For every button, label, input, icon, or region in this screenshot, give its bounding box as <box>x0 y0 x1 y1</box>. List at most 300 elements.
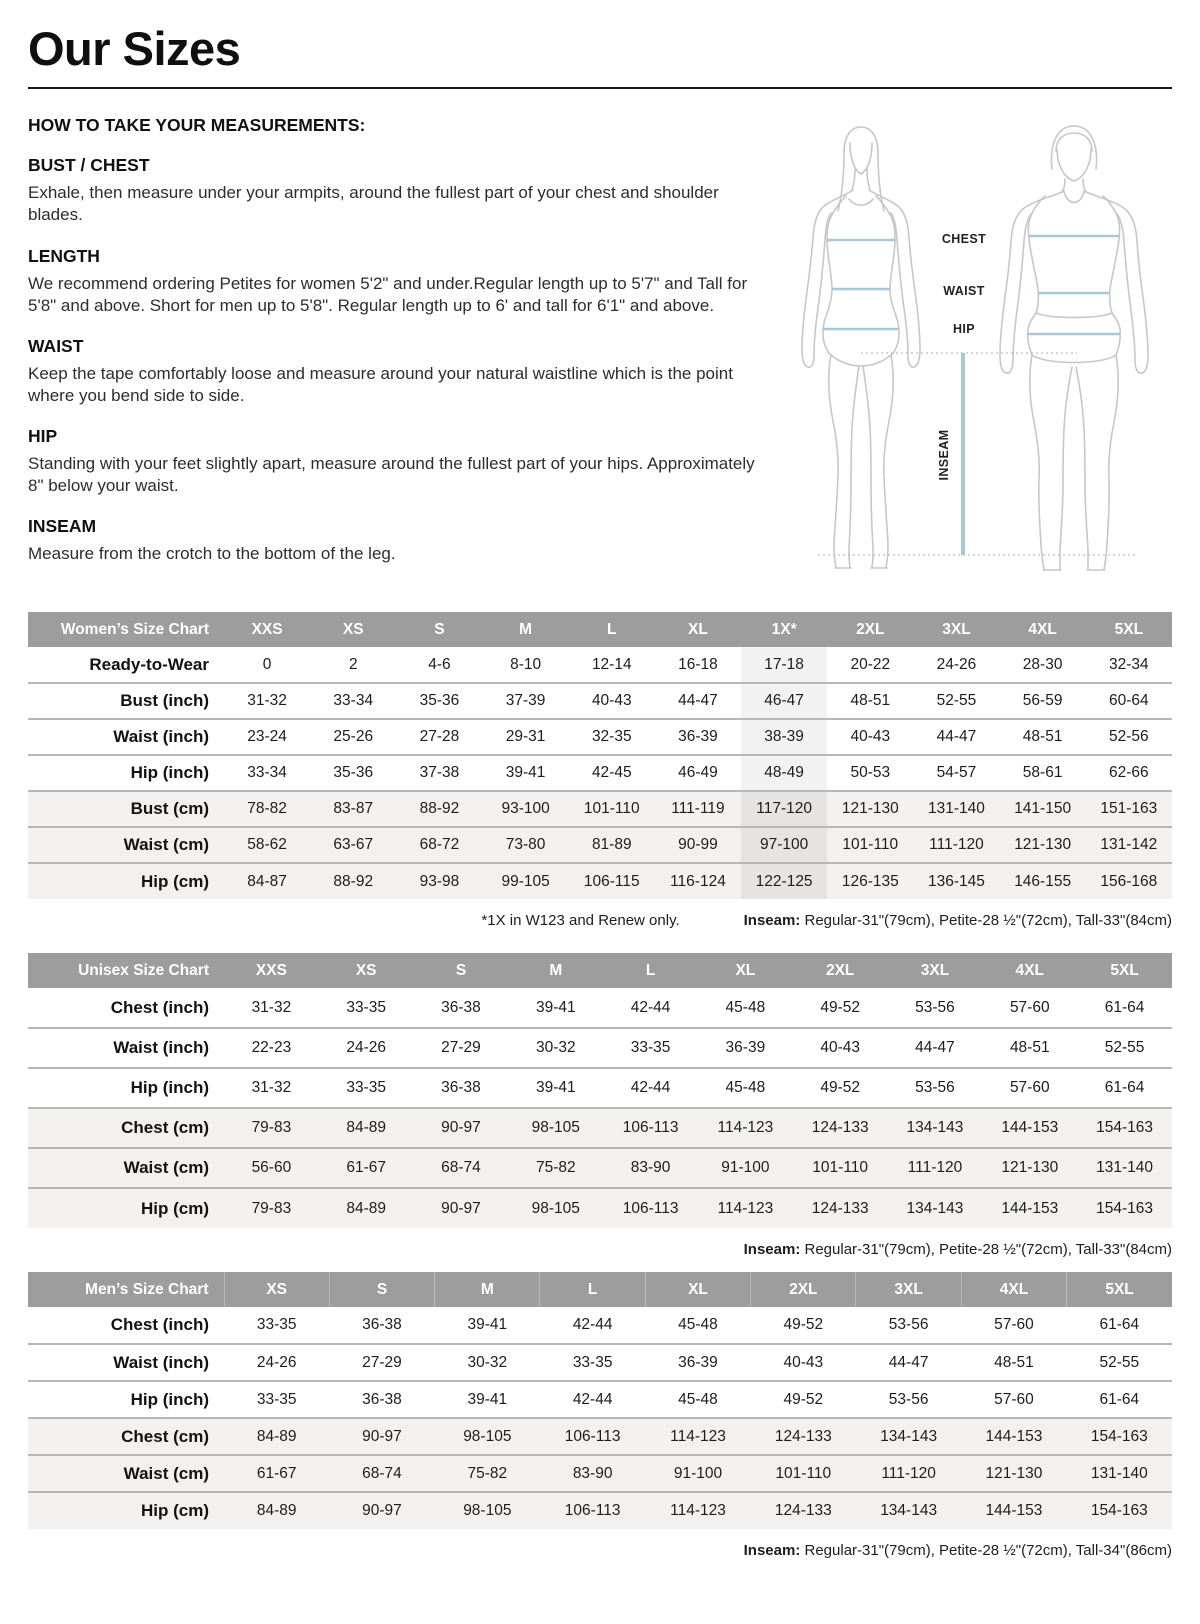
size-value-cell: 68-72 <box>419 836 460 854</box>
section-title-length: LENGTH <box>28 245 100 266</box>
size-column-header-xxs: XXS <box>224 612 310 647</box>
size-value-cell: 90-97 <box>441 1119 481 1137</box>
size-column-header-s: S <box>414 953 509 988</box>
size-value-cell: 52-55 <box>1104 1039 1145 1057</box>
size-value-cell: 42-44 <box>572 1390 613 1408</box>
size-column-header-xs: XS <box>224 1272 329 1307</box>
size-value-cell: 61-64 <box>1104 1079 1145 1097</box>
size-value-cell: 53-56 <box>915 998 955 1016</box>
size-value-cell: 36-39 <box>678 1353 718 1371</box>
size-value-cell: 111-120 <box>929 836 984 854</box>
table-row <box>28 1307 1172 1344</box>
unisex-size-chart <box>28 953 1172 1228</box>
size-value-cell: 124-133 <box>811 1119 869 1137</box>
size-value-cell: 111-120 <box>907 1159 963 1177</box>
size-value-cell: 53-56 <box>915 1079 955 1097</box>
womens-size-chart <box>28 612 1172 899</box>
size-value-cell: 40-43 <box>850 728 891 746</box>
size-value-cell: 23-24 <box>247 728 287 746</box>
size-value-cell: 27-28 <box>419 728 460 746</box>
title-divider <box>28 87 1172 89</box>
section-title-inseam: INSEAM <box>28 516 97 537</box>
row-label: Hip (inch) <box>130 1078 209 1098</box>
table-title: Unisex Size Chart <box>28 953 224 988</box>
row-label: Waist (cm) <box>123 1158 209 1178</box>
size-value-cell: 114-123 <box>670 1502 726 1520</box>
table-row <box>28 755 1172 791</box>
size-value-cell: 60-64 <box>1109 692 1149 710</box>
row-label: Waist (cm) <box>123 835 209 855</box>
size-value-cell: 49-52 <box>820 1079 860 1097</box>
size-value-cell: 156-168 <box>1100 872 1158 890</box>
size-value-cell: 40-43 <box>820 1039 860 1057</box>
section-body-waist: Keep the tape comfortably loose and measure around your natural waistline which is the point where you bend side to side. <box>28 363 733 405</box>
size-value-cell: 63-67 <box>333 836 374 854</box>
size-value-cell: 62-66 <box>1109 764 1149 782</box>
size-value-cell: 83-90 <box>572 1464 613 1482</box>
size-value-cell: 42-45 <box>591 764 632 782</box>
size-value-cell: 48-51 <box>1009 1039 1050 1057</box>
size-value-cell: 122-125 <box>741 863 827 899</box>
size-column-header-xs: XS <box>310 612 396 647</box>
size-value-cell: 134-143 <box>880 1427 938 1445</box>
row-label: Waist (inch) <box>113 727 209 747</box>
row-label: Waist (inch) <box>113 1352 209 1372</box>
size-value-cell: 45-48 <box>725 998 766 1016</box>
size-column-header-2xl: 2XL <box>827 612 913 647</box>
size-value-cell: 84-89 <box>256 1427 297 1445</box>
size-column-header-1x: 1X* <box>741 612 827 647</box>
section-body-hip: Standing with your feet slightly apart, measure around the fullest part of your hips. Approximately 8" below your waist. <box>28 453 755 495</box>
size-value-cell: 31-32 <box>251 998 292 1016</box>
size-value-cell: 44-47 <box>678 692 718 710</box>
size-value-cell: 144-153 <box>1001 1119 1059 1137</box>
size-value-cell: 98-105 <box>463 1427 512 1445</box>
size-value-cell: 46-49 <box>678 764 718 782</box>
size-column-header-m: M <box>435 1272 540 1307</box>
size-value-cell: 84-89 <box>346 1119 387 1137</box>
size-value-cell: 75-82 <box>467 1464 508 1482</box>
size-value-cell: 48-49 <box>741 755 827 791</box>
row-label: Waist (inch) <box>113 1038 209 1058</box>
size-value-cell: 25-26 <box>333 728 374 746</box>
size-column-header-xs: XS <box>319 953 414 988</box>
size-value-cell: 116-124 <box>670 872 726 890</box>
row-label: Hip (cm) <box>141 871 209 891</box>
row-label: Hip (inch) <box>130 763 209 783</box>
size-value-cell: 48-51 <box>994 1353 1034 1371</box>
size-value-cell: 20-22 <box>850 655 891 673</box>
table-row <box>28 683 1172 719</box>
size-column-header-4xl: 4XL <box>961 1272 1066 1307</box>
size-value-cell: 101-110 <box>842 836 899 854</box>
size-value-cell: 32-34 <box>1109 655 1149 673</box>
size-value-cell: 126-135 <box>841 872 899 890</box>
size-value-cell: 49-52 <box>820 998 860 1016</box>
size-value-cell: 39-41 <box>535 1079 576 1097</box>
size-value-cell: 91-100 <box>673 1464 723 1482</box>
row-label: Hip (cm) <box>141 1501 209 1521</box>
size-value-cell: 35-36 <box>333 764 374 782</box>
size-value-cell: 90-97 <box>441 1199 481 1217</box>
size-value-cell: 56-60 <box>251 1159 292 1177</box>
page-title: Our Sizes <box>28 22 241 75</box>
size-value-cell: 28-30 <box>1022 655 1063 673</box>
section-body-bust-chest: Exhale, then measure under your armpits, around the fullest part of your chest and shoulder blades. <box>28 183 719 225</box>
size-column-header-4xl: 4XL <box>1000 612 1086 647</box>
chest-label: CHEST <box>941 232 987 247</box>
size-value-cell: 124-133 <box>774 1502 832 1520</box>
section-title-waist: WAIST <box>28 335 84 356</box>
size-value-cell: 0 <box>262 655 272 673</box>
size-value-cell: 111-119 <box>671 800 725 818</box>
size-value-cell: 83-90 <box>630 1159 671 1177</box>
size-value-cell: 57-60 <box>1009 1079 1050 1097</box>
size-column-header-s: S <box>396 612 482 647</box>
inseam-label: INSEAM <box>937 429 951 481</box>
size-value-cell: 84-87 <box>247 872 287 890</box>
section-title-bust-chest: BUST / CHEST <box>28 155 150 176</box>
size-value-cell: 106-113 <box>564 1502 621 1520</box>
size-value-cell: 88-92 <box>419 800 460 818</box>
size-value-cell: 93-98 <box>419 872 460 890</box>
section-body-inseam: Measure from the crotch to the bottom of the leg. <box>28 544 396 564</box>
measurement-guide <box>28 105 1172 590</box>
size-value-cell: 42-44 <box>630 1079 671 1097</box>
size-value-cell: 36-38 <box>441 1079 481 1097</box>
size-column-header-m: M <box>508 953 603 988</box>
size-value-cell: 98-105 <box>531 1119 580 1137</box>
size-value-cell: 37-38 <box>419 764 460 782</box>
size-value-cell: 16-18 <box>678 655 718 673</box>
size-column-header-3xl: 3XL <box>913 612 999 647</box>
size-value-cell: 121-130 <box>1001 1159 1059 1177</box>
size-value-cell: 61-64 <box>1099 1390 1140 1408</box>
section-title-hip: HIP <box>28 425 58 446</box>
size-value-cell: 101-110 <box>775 1464 832 1482</box>
size-value-cell: 24-26 <box>936 655 977 673</box>
size-value-cell: 154-163 <box>1096 1199 1154 1217</box>
size-value-cell: 49-52 <box>783 1316 824 1334</box>
unisex-inseam-footnote-text: Regular-31"(79cm), Petite-28 ½"(72cm), Tall-33"(84cm) <box>800 1241 1172 1259</box>
size-value-cell: 121-130 <box>841 800 899 818</box>
size-value-cell: 38-39 <box>741 719 827 755</box>
table-row <box>28 1148 1172 1188</box>
size-value-cell: 46-47 <box>741 683 827 719</box>
size-value-cell: 75-82 <box>535 1159 576 1177</box>
size-value-cell: 33-34 <box>247 764 287 782</box>
size-value-cell: 31-32 <box>247 692 287 710</box>
woman-figure <box>802 127 920 568</box>
size-column-header-l: L <box>540 1272 645 1307</box>
size-value-cell: 136-145 <box>928 872 985 890</box>
size-value-cell: 44-47 <box>888 1353 929 1371</box>
size-value-cell: 45-48 <box>678 1316 718 1334</box>
row-label: Bust (cm) <box>130 799 209 819</box>
size-value-cell: 32-35 <box>591 728 632 746</box>
size-value-cell: 39-41 <box>505 764 546 782</box>
row-label: Hip (cm) <box>141 1198 209 1218</box>
size-value-cell: 44-47 <box>915 1039 955 1057</box>
size-column-header-5xl: 5XL <box>1067 1272 1172 1307</box>
size-value-cell: 35-36 <box>419 692 460 710</box>
row-label: Waist (cm) <box>123 1463 209 1483</box>
header-row <box>28 953 1172 988</box>
header-row <box>28 1272 1172 1307</box>
table-row <box>28 1188 1172 1228</box>
size-value-cell: 151-163 <box>1100 800 1158 818</box>
size-value-cell: 4-6 <box>428 655 451 673</box>
unisex-inseam-footnote <box>744 1241 1172 1258</box>
mens-inseam-footnote-label: Inseam: <box>743 1542 801 1560</box>
size-value-cell: 121-130 <box>985 1464 1043 1482</box>
instructions-column <box>28 105 760 590</box>
size-value-cell: 22-23 <box>251 1039 292 1057</box>
mens-inseam-footnote <box>744 1542 1172 1559</box>
size-column-header-5xl: 5XL <box>1077 953 1172 988</box>
size-value-cell: 84-89 <box>346 1199 387 1217</box>
size-value-cell: 106-113 <box>622 1119 679 1137</box>
size-value-cell: 61-67 <box>256 1464 297 1482</box>
size-value-cell: 141-150 <box>1014 800 1072 818</box>
womens-inseam-footnote-text: Regular-31"(79cm), Petite-28 ½"(72cm), Tall-33"(84cm) <box>800 912 1172 930</box>
size-value-cell: 48-51 <box>1022 728 1063 746</box>
size-value-cell: 93-100 <box>501 800 550 818</box>
size-value-cell: 144-153 <box>985 1502 1043 1520</box>
size-value-cell: 134-143 <box>906 1119 964 1137</box>
size-value-cell: 131-140 <box>1096 1159 1154 1177</box>
size-value-cell: 30-32 <box>535 1039 576 1057</box>
size-value-cell: 154-163 <box>1096 1119 1154 1137</box>
size-value-cell: 99-105 <box>501 872 550 890</box>
size-value-cell: 106-115 <box>583 872 640 890</box>
table-title: Women’s Size Chart <box>28 612 224 647</box>
size-column-header-5xl: 5XL <box>1086 612 1172 647</box>
size-value-cell: 88-92 <box>333 872 374 890</box>
mens-size-chart <box>28 1272 1172 1529</box>
size-value-cell: 106-113 <box>622 1199 679 1217</box>
man-figure <box>1000 126 1148 570</box>
size-value-cell: 73-80 <box>505 836 546 854</box>
size-value-cell: 68-74 <box>362 1464 402 1482</box>
size-value-cell: 12-14 <box>591 655 632 673</box>
size-value-cell: 134-143 <box>880 1502 938 1520</box>
size-value-cell: 114-123 <box>717 1199 774 1217</box>
row-label: Bust (inch) <box>120 691 209 711</box>
size-value-cell: 40-43 <box>591 692 632 710</box>
size-value-cell: 33-34 <box>333 692 374 710</box>
size-value-cell: 48-51 <box>850 692 891 710</box>
size-column-header-3xl: 3XL <box>888 953 983 988</box>
size-value-cell: 106-113 <box>564 1427 621 1445</box>
table-row <box>28 647 1172 683</box>
size-value-cell: 45-48 <box>725 1079 766 1097</box>
size-value-cell: 36-39 <box>678 728 718 746</box>
size-value-cell: 90-97 <box>362 1502 402 1520</box>
row-label: Ready-to-Wear <box>89 654 209 674</box>
size-value-cell: 97-100 <box>741 827 827 863</box>
size-value-cell: 83-87 <box>333 800 374 818</box>
size-value-cell: 24-26 <box>346 1039 387 1057</box>
size-column-header-s: S <box>329 1272 434 1307</box>
row-label: Chest (inch) <box>110 997 209 1017</box>
womens-footnotes <box>28 912 1172 929</box>
size-value-cell: 36-38 <box>441 998 481 1016</box>
size-value-cell: 57-60 <box>994 1390 1034 1408</box>
size-value-cell: 114-123 <box>717 1119 774 1137</box>
size-column-header-xl: XL <box>698 953 793 988</box>
size-value-cell: 36-38 <box>362 1390 402 1408</box>
page <box>0 24 1200 1559</box>
size-value-cell: 131-140 <box>928 800 985 818</box>
size-value-cell: 54-57 <box>936 764 977 782</box>
table-row <box>28 1068 1172 1108</box>
size-value-cell: 111-120 <box>881 1464 936 1482</box>
mens-inseam-footnote-text: Regular-31"(79cm), Petite-28 ½"(72cm), Tall-34"(86cm) <box>800 1542 1172 1560</box>
size-value-cell: 2 <box>348 655 358 673</box>
instructions-heading: HOW TO TAKE YOUR MEASUREMENTS: <box>28 115 366 136</box>
size-value-cell: 154-163 <box>1090 1427 1148 1445</box>
womens-1x-footnote: *1X in W123 and Renew only. <box>481 912 680 930</box>
size-value-cell: 61-67 <box>346 1159 387 1177</box>
size-value-cell: 33-35 <box>256 1390 297 1408</box>
size-value-cell: 61-64 <box>1104 998 1145 1016</box>
size-value-cell: 52-55 <box>1099 1353 1140 1371</box>
size-value-cell: 42-44 <box>630 998 671 1016</box>
size-value-cell: 101-110 <box>583 800 640 818</box>
size-value-cell: 124-133 <box>774 1427 832 1445</box>
size-column-header-3xl: 3XL <box>856 1272 961 1307</box>
size-value-cell: 53-56 <box>888 1390 929 1408</box>
size-column-header-l: L <box>569 612 655 647</box>
size-value-cell: 36-39 <box>725 1039 766 1057</box>
size-column-header-2xl: 2XL <box>751 1272 856 1307</box>
figures-illustration <box>760 103 1172 585</box>
size-value-cell: 68-74 <box>441 1159 481 1177</box>
table-row <box>28 1418 1172 1455</box>
size-value-cell: 17-18 <box>741 647 827 683</box>
size-value-cell: 33-35 <box>630 1039 671 1057</box>
size-value-cell: 52-56 <box>1109 728 1149 746</box>
table-row <box>28 1381 1172 1418</box>
size-value-cell: 146-155 <box>1014 872 1072 890</box>
unisex-footnotes <box>28 1241 1172 1258</box>
size-value-cell: 117-120 <box>741 791 827 827</box>
size-column-header-2xl: 2XL <box>793 953 888 988</box>
size-value-cell: 79-83 <box>251 1119 292 1137</box>
size-column-header-l: L <box>603 953 698 988</box>
size-column-header-4xl: 4XL <box>982 953 1077 988</box>
size-value-cell: 154-163 <box>1090 1502 1148 1520</box>
size-value-cell: 144-153 <box>1001 1199 1059 1217</box>
size-column-header-xl: XL <box>645 1272 750 1307</box>
size-value-cell: 49-52 <box>783 1390 824 1408</box>
section-body-length: We recommend ordering Petites for women 5'2" and under.Regular length up to 5'7" and Tall for 5'8" and above. Short for men up to 5'8". Regular length up to 6' and tall for 6'1" and above. <box>28 273 748 315</box>
womens-inseam-footnote-label: Inseam: <box>743 912 801 930</box>
size-value-cell: 90-99 <box>678 836 718 854</box>
size-value-cell: 33-35 <box>572 1353 613 1371</box>
size-value-cell: 33-35 <box>346 1079 387 1097</box>
size-value-cell: 24-26 <box>256 1353 297 1371</box>
table-row <box>28 1344 1172 1381</box>
table-row <box>28 827 1172 863</box>
size-value-cell: 79-83 <box>251 1199 292 1217</box>
size-value-cell: 58-61 <box>1022 764 1063 782</box>
size-value-cell: 29-31 <box>505 728 546 746</box>
size-value-cell: 84-89 <box>256 1502 297 1520</box>
size-column-header-xl: XL <box>655 612 741 647</box>
size-value-cell: 98-105 <box>531 1199 580 1217</box>
size-value-cell: 39-41 <box>467 1390 508 1408</box>
size-value-cell: 30-32 <box>467 1353 508 1371</box>
table-row <box>28 1492 1172 1529</box>
size-value-cell: 114-123 <box>670 1427 726 1445</box>
size-value-cell: 56-59 <box>1022 692 1063 710</box>
size-value-cell: 131-142 <box>1100 836 1158 854</box>
size-value-cell: 57-60 <box>1009 998 1050 1016</box>
size-value-cell: 53-56 <box>888 1316 929 1334</box>
size-value-cell: 36-38 <box>362 1316 402 1334</box>
size-value-cell: 90-97 <box>362 1427 402 1445</box>
table-title: Men’s Size Chart <box>28 1272 224 1307</box>
size-value-cell: 8-10 <box>510 655 542 673</box>
size-value-cell: 121-130 <box>1014 836 1072 854</box>
row-label: Chest (cm) <box>121 1118 209 1138</box>
size-value-cell: 39-41 <box>467 1316 508 1334</box>
size-value-cell: 144-153 <box>985 1427 1043 1445</box>
size-value-cell: 98-105 <box>463 1502 512 1520</box>
size-value-cell: 44-47 <box>936 728 977 746</box>
size-value-cell: 58-62 <box>247 836 287 854</box>
body-measurement-diagram <box>760 103 1172 590</box>
size-value-cell: 31-32 <box>251 1079 292 1097</box>
size-value-cell: 91-100 <box>721 1159 770 1177</box>
size-value-cell: 61-64 <box>1099 1316 1140 1334</box>
row-label: Chest (cm) <box>121 1426 209 1446</box>
table-row <box>28 988 1172 1028</box>
size-value-cell: 131-140 <box>1090 1464 1148 1482</box>
size-column-header-xxs: XXS <box>224 953 319 988</box>
hip-label: HIP <box>952 322 976 337</box>
size-value-cell: 124-133 <box>811 1199 869 1217</box>
size-column-header-m: M <box>483 612 569 647</box>
unisex-inseam-footnote-label: Inseam: <box>743 1241 801 1259</box>
size-value-cell: 57-60 <box>994 1316 1034 1334</box>
size-value-cell: 33-35 <box>346 998 387 1016</box>
table-row <box>28 719 1172 755</box>
header-row <box>28 612 1172 647</box>
womens-inseam-footnote <box>744 912 1172 929</box>
table-row <box>28 863 1172 899</box>
size-value-cell: 42-44 <box>572 1316 613 1334</box>
size-value-cell: 78-82 <box>247 800 287 818</box>
size-value-cell: 40-43 <box>783 1353 824 1371</box>
size-value-cell: 45-48 <box>678 1390 718 1408</box>
table-row <box>28 1028 1172 1068</box>
table-row <box>28 791 1172 827</box>
size-value-cell: 33-35 <box>256 1316 297 1334</box>
row-label: Hip (inch) <box>130 1389 209 1409</box>
size-value-cell: 27-29 <box>362 1353 402 1371</box>
size-value-cell: 134-143 <box>906 1199 964 1217</box>
mens-footnotes <box>28 1542 1172 1559</box>
size-value-cell: 39-41 <box>535 998 576 1016</box>
table-row <box>28 1108 1172 1148</box>
size-value-cell: 27-29 <box>441 1039 481 1057</box>
size-value-cell: 81-89 <box>591 836 632 854</box>
size-value-cell: 50-53 <box>850 764 891 782</box>
row-label: Chest (inch) <box>110 1315 209 1335</box>
